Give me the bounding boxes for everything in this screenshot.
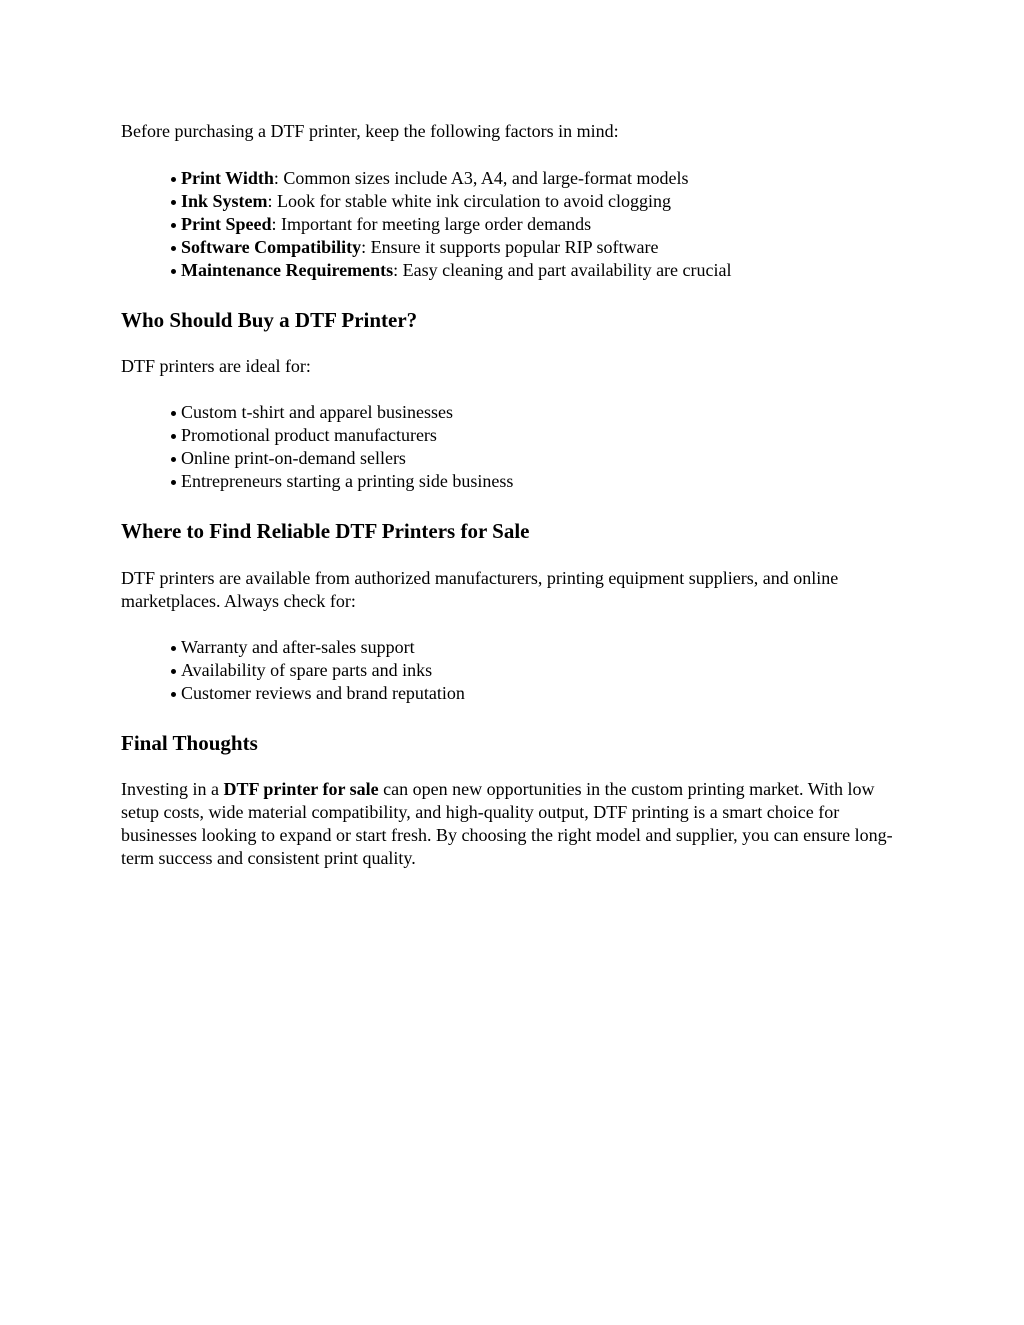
list-item: Availability of spare parts and inks xyxy=(121,659,901,682)
factors-list xyxy=(121,167,921,282)
list-item: Ink System: Look for stable white ink circulation to avoid clogging xyxy=(121,190,921,213)
list-item: Maintenance Requirements: Easy cleaning and part availability are crucial xyxy=(121,259,921,282)
final-paragraph: Investing in a DTF printer for sale can open new opportunities in the custom printing market. With low setup costs, wide material compatibility, and high-quality output, DTF printing is a smart choice for businesses looking to expand or start fresh. By choosing the right model and supplier, you can ensure long-term success and consistent print quality. xyxy=(121,779,893,868)
list-item: Warranty and after-sales support xyxy=(121,636,901,659)
section-heading: Where to Find Reliable DTF Printers for Sale xyxy=(121,519,530,543)
where-list xyxy=(121,636,901,705)
intro-paragraph: Before purchasing a DTF printer, keep the following factors in mind: xyxy=(121,121,619,141)
final-section xyxy=(121,730,901,756)
where-intro: DTF printers are available from authorized manufacturers, printing equipment suppliers, and online marketplaces. Always check for: xyxy=(121,568,839,611)
section-heading: Who Should Buy a DTF Printer? xyxy=(121,308,418,332)
list-item: Entrepreneurs starting a printing side business xyxy=(121,470,901,493)
where-section xyxy=(121,518,901,544)
who-section xyxy=(121,307,901,333)
list-item: Customer reviews and brand reputation xyxy=(121,682,901,705)
section-heading: Final Thoughts xyxy=(121,731,258,755)
list-item: Custom t-shirt and apparel businesses xyxy=(121,401,901,424)
list-item: Promotional product manufacturers xyxy=(121,424,901,447)
list-item: Online print-on-demand sellers xyxy=(121,447,901,470)
who-list xyxy=(121,401,901,493)
list-item: Print Speed: Important for meeting large order demands xyxy=(121,213,921,236)
list-item: Software Compatibility: Ensure it supports popular RIP software xyxy=(121,236,921,259)
who-intro: DTF printers are ideal for: xyxy=(121,356,311,376)
list-item: Print Width: Common sizes include A3, A4, and large-format models xyxy=(121,167,921,190)
